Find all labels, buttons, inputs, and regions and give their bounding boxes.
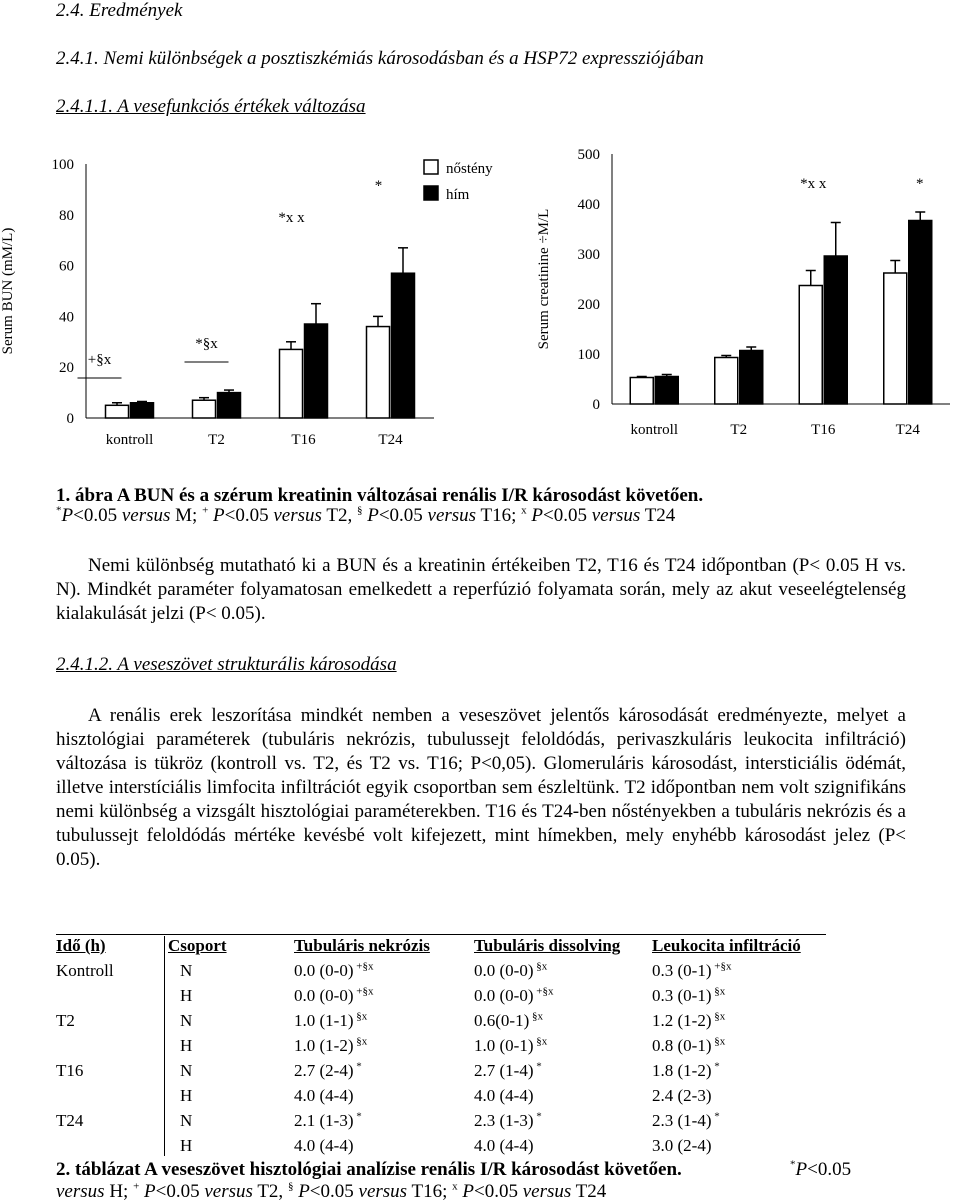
table-cell xyxy=(652,984,801,1009)
table-cell xyxy=(168,959,294,984)
table-cell xyxy=(56,1059,168,1084)
table-caption-sig-start: *P<0.05 xyxy=(790,1158,852,1180)
table-cell xyxy=(294,1059,474,1084)
x-tick-label: kontroll xyxy=(105,432,154,448)
table-cell xyxy=(652,1084,801,1109)
significance-annotation: * xyxy=(916,176,924,192)
cell-value: 1.2 (1-2) xyxy=(652,1011,712,1030)
table-caption-title: 2. táblázat A veseszövet hisztológiai analízise renális I/R károsodást követően. xyxy=(56,1159,682,1180)
bun-chart xyxy=(0,157,493,448)
cell-value: 4.0 (4-4) xyxy=(474,1136,534,1155)
table-row xyxy=(56,1059,801,1084)
y-tick-label: 100 xyxy=(577,347,600,363)
table-cell xyxy=(474,1059,652,1084)
bar xyxy=(715,358,738,405)
table-cell xyxy=(652,1134,801,1159)
y-tick-label: 40 xyxy=(59,309,74,326)
bar xyxy=(218,393,241,418)
chart-legend xyxy=(424,160,493,203)
y-tick-label: 400 xyxy=(577,197,600,213)
table-cell xyxy=(294,1109,474,1134)
cell-value: 0.6(0-1) xyxy=(474,1011,530,1030)
cell-value: 4.0 (4-4) xyxy=(474,1086,534,1105)
significance-annotation: *x x xyxy=(278,210,305,226)
table-cell xyxy=(294,1084,474,1109)
histology-table xyxy=(56,934,801,1159)
subsubsection-heading: 2.4.1.1. A vesefunkciós értékek változása xyxy=(56,96,366,117)
table-cell xyxy=(168,1059,294,1084)
cell-significance: §x xyxy=(711,1010,726,1023)
cell-value: 1.0 (1-1) xyxy=(294,1011,354,1030)
header-group: Csoport xyxy=(168,936,227,955)
table-cell xyxy=(168,1109,294,1134)
y-tick-label: 200 xyxy=(577,297,600,313)
cell-value: 0.0 (0-0) xyxy=(294,961,354,980)
bar xyxy=(655,377,678,405)
cell-value: 1.0 (0-1) xyxy=(474,1036,534,1055)
table-cell xyxy=(474,1134,652,1159)
y-tick-label: 500 xyxy=(577,147,600,163)
cell-value: T2 xyxy=(56,1011,75,1030)
table-cell xyxy=(56,984,168,1009)
bar xyxy=(630,378,653,405)
cell-value: T16 xyxy=(56,1061,84,1080)
bar xyxy=(106,405,129,418)
table-cell xyxy=(652,1109,801,1134)
legend-label: nőstény xyxy=(446,161,493,177)
cell-value: N xyxy=(180,961,193,980)
results-paragraph-2: A renális erek leszorítása mindkét nemben a veseszövet jelentős károsodását eredményezte, melyet a hisztológiai paraméterek (tubuláris nekrózis, tubulussejt feloldódás, perivaszkuláris leukocita infiltráció) változása is tükröz (kontroll vs. T2, és T2 vs. T16; P<0,05). Glomeruláris károsodást, intersticiális ödémát, illetve interstíciális limfocita infiltrációt egyik csoportban sem észleltünk. T2 időpontban nem volt szignifikáns nemi különbség a vizsgált hisztológiai paraméterekben. T16 és T24-ben nőstényekben a tubuláris nekrózis és a tubulussejt feloldódás mértéke kevésbé volt kifejezett, mint hímekben, mely enyhébb károsodást jelez (P< 0.05). xyxy=(56,705,906,870)
cell-significance: §x xyxy=(711,985,726,998)
bar xyxy=(193,400,216,418)
table-row xyxy=(56,959,801,984)
bar xyxy=(799,286,822,405)
cell-value: H xyxy=(180,1036,193,1055)
cell-value: H xyxy=(180,1086,193,1105)
cell-significance: * xyxy=(353,1060,362,1073)
cell-significance: §x xyxy=(533,960,548,973)
cell-significance: §x xyxy=(353,1010,368,1023)
significance-annotation: +§x xyxy=(87,352,112,368)
table-cell xyxy=(294,1009,474,1034)
cell-value: 0.3 (0-1) xyxy=(652,986,712,1005)
table-cell xyxy=(294,1134,474,1159)
y-tick-label: 100 xyxy=(51,157,74,173)
cell-significance: * xyxy=(711,1060,720,1073)
table-row xyxy=(56,1009,801,1034)
table-cell xyxy=(294,959,474,984)
table-caption-significance: versus H; + P<0.05 versus T2, § P<0.05 versus T16; $^x$ P<0.05 versus T24 xyxy=(56,1180,607,1202)
table-cell xyxy=(294,984,474,1009)
creatinine-chart xyxy=(536,147,950,438)
x-tick-label: T24 xyxy=(378,432,403,448)
header-leukocyte: Leukocita infiltráció xyxy=(652,936,801,955)
cell-value: T24 xyxy=(56,1111,84,1130)
cell-value: N xyxy=(180,1061,193,1080)
bar xyxy=(131,403,154,418)
cell-significance: +§x xyxy=(711,960,732,973)
x-tick-label: T2 xyxy=(208,432,225,448)
cell-significance: +§x xyxy=(533,985,554,998)
figure-charts xyxy=(0,140,960,470)
table-cell xyxy=(474,1034,652,1059)
table-cell xyxy=(474,1109,652,1134)
legend-label: hím xyxy=(446,187,470,203)
bar xyxy=(824,256,847,404)
table-header-row xyxy=(56,934,801,959)
table-cell xyxy=(474,984,652,1009)
table-cell xyxy=(168,984,294,1009)
table-cell xyxy=(168,1134,294,1159)
y-tick-label: 300 xyxy=(577,247,600,263)
table-row xyxy=(56,1034,801,1059)
table-cell xyxy=(168,1034,294,1059)
significance-annotation: *§x xyxy=(195,336,218,352)
table-row xyxy=(56,1109,801,1134)
table-cell xyxy=(56,1109,168,1134)
table-row xyxy=(56,1134,801,1159)
cell-value: N xyxy=(180,1011,193,1030)
cell-significance: * xyxy=(711,1110,720,1123)
y-tick-label: 0 xyxy=(592,397,600,413)
cell-value: 2.4 (2-3) xyxy=(652,1086,712,1105)
cell-significance: +§x xyxy=(353,985,374,998)
cell-significance: * xyxy=(353,1110,362,1123)
cell-value: 1.8 (1-2) xyxy=(652,1061,712,1080)
cell-value: 0.0 (0-0) xyxy=(294,986,354,1005)
significance-annotation: * xyxy=(374,178,383,194)
cell-value: Kontroll xyxy=(56,961,114,980)
cell-value: H xyxy=(180,986,193,1005)
y-tick-label: 20 xyxy=(59,360,74,377)
cell-value: 0.0 (0-0) xyxy=(474,961,534,980)
table-cell xyxy=(652,1034,801,1059)
table-cell xyxy=(56,1034,168,1059)
header-time: Idő (h) xyxy=(56,936,106,955)
legend-swatch xyxy=(424,186,438,200)
cell-value: 4.0 (4-4) xyxy=(294,1086,354,1105)
table-cell xyxy=(474,1009,652,1034)
cell-significance: * xyxy=(533,1060,542,1073)
x-tick-label: T16 xyxy=(291,432,316,448)
table-cell xyxy=(652,1009,801,1034)
legend-swatch xyxy=(424,160,438,174)
table-cell xyxy=(56,959,168,984)
x-tick-label: T2 xyxy=(730,422,748,438)
cell-significance: +§x xyxy=(353,960,374,973)
table-cell xyxy=(294,1034,474,1059)
cell-value: 2.7 (1-4) xyxy=(474,1061,534,1080)
histology-table-wrap xyxy=(56,934,856,1159)
x-tick-label: kontroll xyxy=(630,422,678,438)
cell-value: 0.8 (0-1) xyxy=(652,1036,712,1055)
bar xyxy=(305,324,328,418)
y-axis-label: Serum BUN (mM/L) xyxy=(0,227,16,355)
cell-value: H xyxy=(180,1136,193,1155)
table-cell xyxy=(56,1134,168,1159)
cell-value: 2.3 (1-4) xyxy=(652,1111,712,1130)
table-row xyxy=(56,984,801,1009)
bar xyxy=(909,221,932,405)
y-axis-label: Serum creatinine ÷M/L xyxy=(536,208,552,350)
table-cell xyxy=(474,959,652,984)
cell-value: 0.0 (0-0) xyxy=(474,986,534,1005)
cell-value: 3.0 (2-4) xyxy=(652,1136,712,1155)
bar xyxy=(740,351,763,405)
results-paragraph-1: Nemi különbség mutatható ki a BUN és a kreatinin értékeiben T2, T16 és T24 időpontban (P< 0.05 H vs. N). Mindkét paraméter folyamatosan emelkedett a reperfúzió folyamata során, mely az akut veseelégtelenség kialakulását jelzi (P< 0.05). xyxy=(56,555,906,624)
table-row xyxy=(56,1084,801,1109)
table-cell xyxy=(168,1084,294,1109)
cell-value: N xyxy=(180,1111,193,1130)
header-necrosis: Tubuláris nekrózis xyxy=(294,936,430,955)
cell-significance: * xyxy=(533,1110,542,1123)
figure-caption-significance: *P<0.05 versus M; + P<0.05 versus T2, § P<0.05 versus T16; $^x$ P<0.05 versus T24 xyxy=(56,504,676,526)
bar xyxy=(884,273,907,404)
figure-caption-title: 1. ábra A BUN és a szérum kreatinin változásai renális I/R károsodást követően. xyxy=(56,485,704,506)
cell-value: 2.7 (2-4) xyxy=(294,1061,354,1080)
bar xyxy=(367,327,390,418)
cell-value: 4.0 (4-4) xyxy=(294,1136,354,1155)
cell-value: 2.3 (1-3) xyxy=(474,1111,534,1130)
table-cell xyxy=(56,1084,168,1109)
table-cell xyxy=(56,1009,168,1034)
table-top-rule xyxy=(56,934,826,935)
cell-value: 0.3 (0-1) xyxy=(652,961,712,980)
significance-annotation: *x x xyxy=(800,176,827,192)
cell-significance: §x xyxy=(353,1035,368,1048)
y-tick-label: 80 xyxy=(59,207,74,224)
table-cell xyxy=(168,1009,294,1034)
section-heading: 2.4. Eredmények xyxy=(56,0,183,21)
bar xyxy=(392,273,415,418)
y-tick-label: 0 xyxy=(66,411,74,427)
cell-significance: §x xyxy=(711,1035,726,1048)
cell-significance: §x xyxy=(529,1010,543,1023)
table-cell xyxy=(652,1059,801,1084)
cell-significance: §x xyxy=(533,1035,548,1048)
y-tick-label: 60 xyxy=(59,258,74,275)
table-cell xyxy=(474,1084,652,1109)
cell-value: 2.1 (1-3) xyxy=(294,1111,354,1130)
x-tick-label: T16 xyxy=(811,422,836,438)
table-divider xyxy=(164,936,165,1156)
table-cell xyxy=(652,959,801,984)
header-dissolving: Tubuláris dissolving xyxy=(474,936,621,955)
bar xyxy=(280,349,303,418)
cell-value: 1.0 (1-2) xyxy=(294,1036,354,1055)
x-tick-label: T24 xyxy=(895,422,920,438)
subsection-heading: 2.4.1. Nemi különbségek a posztiszkémiás károsodásban és a HSP72 expressziójában xyxy=(56,48,704,69)
subsubsection-heading-2: 2.4.1.2. A veseszövet strukturális károsodása xyxy=(56,654,397,675)
